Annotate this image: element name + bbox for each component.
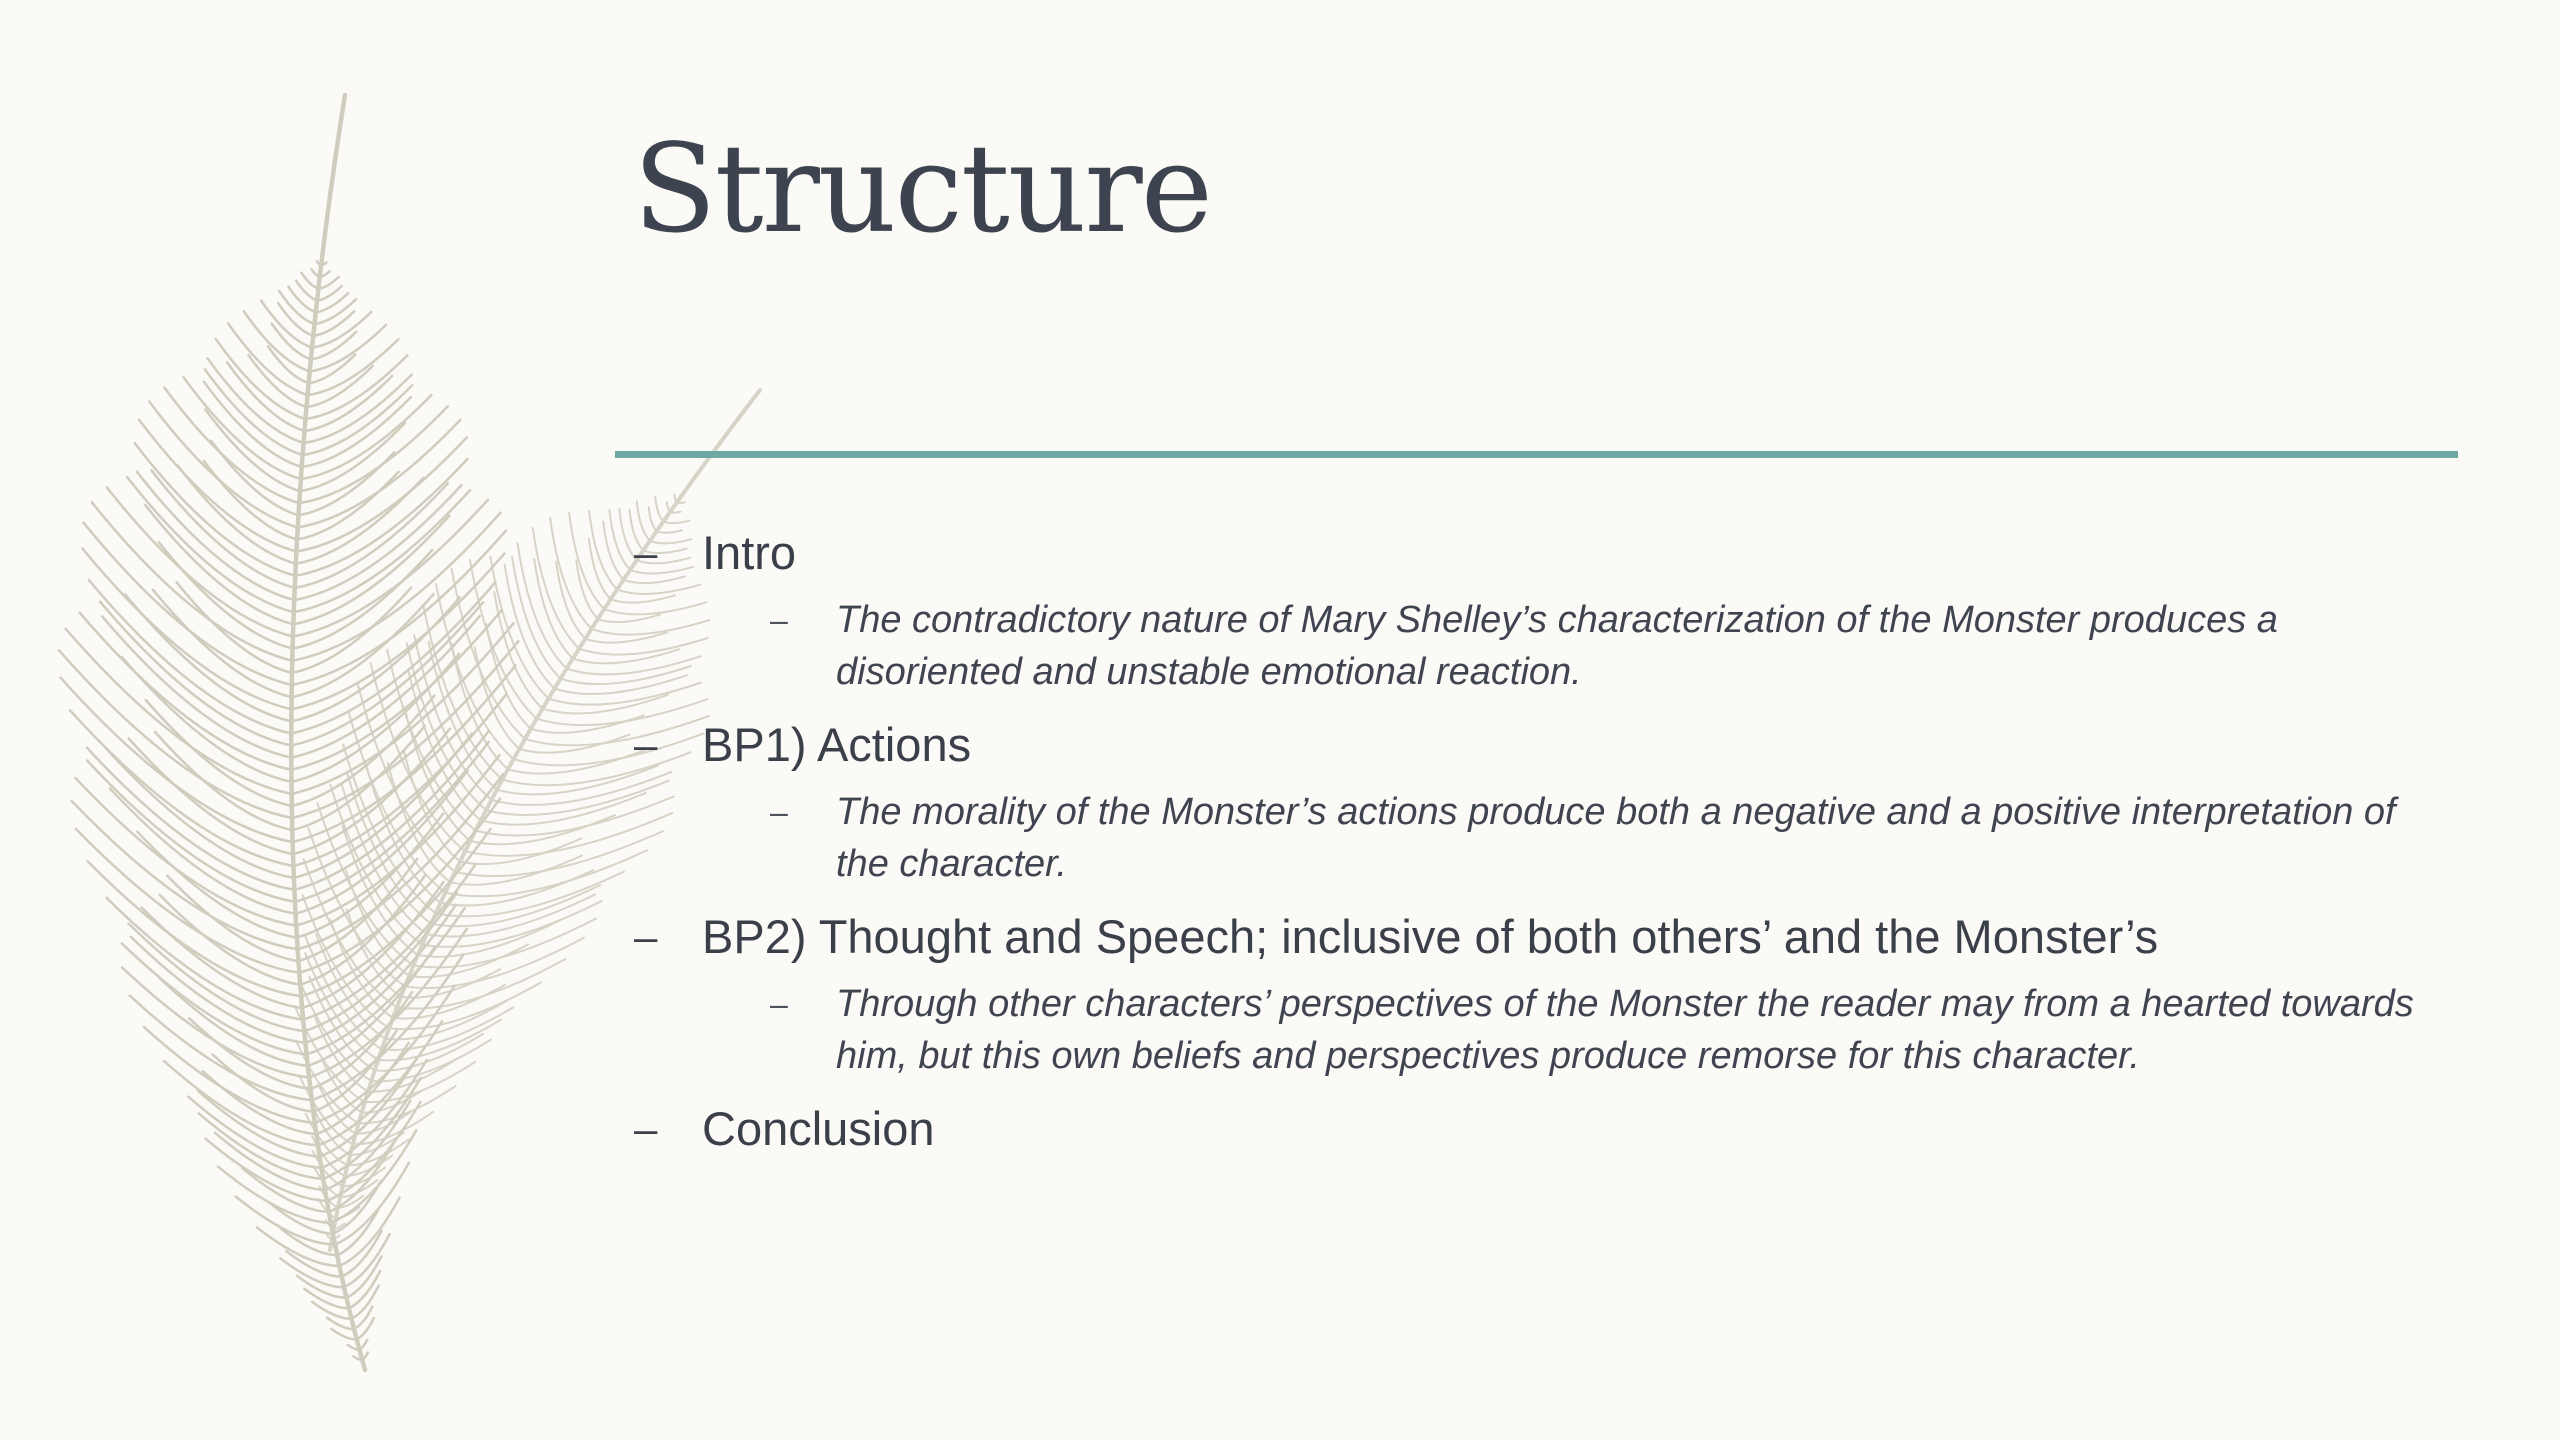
feather-barb — [280, 1258, 344, 1287]
bullet-dash: – — [634, 1105, 658, 1152]
feather-barb — [297, 472, 399, 540]
feather-barb — [268, 346, 309, 383]
sub-bullet-dash: – — [770, 794, 788, 830]
sub-bullet-intro — [630, 594, 2450, 698]
feather-barb — [519, 735, 629, 753]
feather-barb — [674, 495, 677, 503]
feather-barb — [149, 402, 298, 528]
title-divider — [615, 451, 2458, 458]
bullet-bp2 — [630, 904, 2450, 970]
feather-barb — [670, 512, 681, 513]
front-feather-icon — [59, 95, 518, 1370]
bullet-conclusion — [630, 1096, 2450, 1162]
bullet-label: BP1) Actions — [702, 718, 972, 771]
feather-barb — [667, 502, 670, 512]
feather-barb — [677, 502, 685, 503]
bullet-intro — [630, 520, 2450, 586]
feather-barb — [130, 996, 312, 1101]
feather-barb — [213, 1054, 314, 1111]
bullet-bp1 — [630, 712, 2450, 778]
feather-barb — [203, 1071, 317, 1134]
feather-barb — [296, 437, 467, 551]
bullet-label: Conclusion — [702, 1102, 935, 1155]
feather-barb — [655, 497, 663, 522]
feather-barb — [296, 281, 317, 301]
feather-barb — [470, 815, 615, 844]
sub-bullet-text: The contradictory nature of Mary Shelley’s characterization of the Monster produces a disoriented and unstable emotional reaction. — [836, 599, 2278, 693]
feather-barb — [236, 1197, 335, 1245]
feather-barb — [228, 324, 307, 396]
sub-bullet-bp1 — [630, 786, 2450, 890]
feather-barb — [569, 513, 604, 609]
feather-barb — [550, 518, 591, 629]
bullet-dash: – — [634, 529, 658, 576]
feather-barb — [359, 1340, 367, 1350]
feather-barb — [216, 339, 306, 419]
feather-barb — [312, 312, 371, 348]
sub-bullet-dash: – — [770, 602, 788, 638]
feather-barb — [470, 560, 537, 719]
sub-bullet-text: The morality of the Monster’s actions produce both a negative and a positive interpretation of the character. — [836, 791, 2396, 885]
feather-barb — [211, 441, 298, 515]
sub-bullet-text: Through other characters’ perspectives of the Monster the reader may from a hearted towards him, but this own beliefs and perspectives produce remorse for this character. — [836, 983, 2414, 1077]
feather-barb — [272, 324, 311, 360]
feather-barb — [556, 562, 585, 639]
bullet-dash: – — [634, 721, 658, 768]
slide-title: Structure — [633, 118, 1211, 260]
feather-barb — [330, 785, 422, 945]
sub-bullet-bp2 — [630, 978, 2450, 1082]
feather-barb — [339, 1198, 399, 1266]
bullet-dash: – — [634, 913, 658, 960]
feather-barb — [305, 355, 407, 419]
bullet-label: BP2) Thought and Speech; inclusive of both others’ and the Monster’s — [702, 910, 2159, 963]
feather-barb — [308, 339, 399, 395]
bullet-label: Intro — [702, 526, 797, 579]
slide-body — [630, 520, 2450, 1162]
sub-bullet-dash: – — [770, 986, 788, 1022]
feather-barb — [199, 1113, 323, 1179]
feather-barb — [422, 901, 601, 947]
feather-barb — [357, 1318, 374, 1339]
